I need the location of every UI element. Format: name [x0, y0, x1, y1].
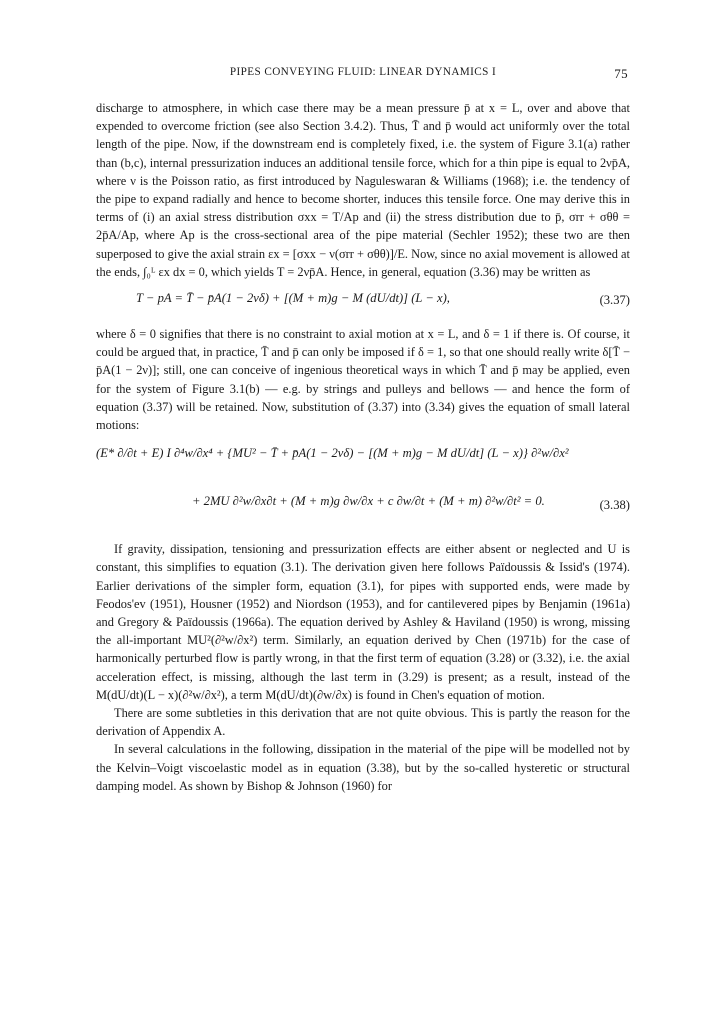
equation-3-38-number: (3.38) [599, 498, 630, 513]
equation-3-37 [96, 281, 630, 321]
running-header [96, 66, 630, 86]
paragraph-1: discharge to atmosphere, in which case there may be a mean pressure p̄ at x = L, over and above that expended to overcome friction (see also Section 3.4.2). Thus, T̄ and p̄ would act uniformly over the total length of the pipe. Now, if the downstream end is completely fixed, i.e. the system of Figure 3.1(a) rather than (b,c), internal pressurization induces an additional tensile force, which for a thin pipe is equal to 2νp̄A, where ν is the Poisson ratio, as first introduced by Naguleswaran & Williams (1968); i.e. the tendency of the pipe to expand radially and hence to become shorter, induces this tensile force. One may derive this in terms of (i) an axial stress distribution σxx = T/Ap and (ii) the stress distribution due to p̄, σrr + σθθ = 2p̄A/Ap, where Ap is the cross-sectional area of the pipe material (Sechler 1952); these two are then superposed to give the axial strain εx = [σxx − ν(σrr + σθθ)]/E. Now, since no axial movement is allowed at the ends, ∫₀ᴸ εx dx = 0, which yields T = 2νp̄A. Hence, in general, equation (3.36) may be written as [96, 101, 630, 279]
equation-3-38-line-2: + 2MU ∂²w/∂x∂t + (M + m)g ∂w/∂x + c ∂w/∂t + (M + m) ∂²w/∂t² = 0. [192, 494, 545, 509]
equation-3-38-line-1: (E* ∂/∂t + E) I ∂⁴w/∂x⁴ + {MU² − T̄ + p̄A(1 − 2νδ) − [(M + m)g − M dU/dt] (L − x)} ∂²w/∂x² [96, 446, 569, 461]
paragraph-3: If gravity, dissipation, tensioning and pressurization effects are either absent or neglected and U is constant, this simplifies to equation (3.1). The derivation given here follows Païdoussis & Issid's (1974). Earlier derivations of the simpler form, equation (3.1), for pipes with supported ends, were made by Feodos'ev (1951), Housner (1952) and Niordson (1953), and for cantilevered pipes by Benjamin (1961a) and Gregory & Païdoussis (1966a). The equation derived by Ashley & Haviland (1950) is wrong, missing the all-important MU²(∂²w/∂x²) term. Similarly, an equation derived by Chen (1971b) for the case of harmonically perturbed flow is partly wrong, in that the first term of equation (3.28) or (3.32), i.e. the axial acceleration effect, is missing, although the last term in (3.29) is present; as a result, instead of the M(dU/dt)(L − x)(∂²w/∂x²), a term M(dU/dt)(∂w/∂x) is found in Chen's equation of motion. [96, 542, 630, 702]
equation-3-37-number: (3.37) [599, 293, 630, 308]
equation-3-38 [96, 442, 630, 528]
paragraph-4: There are some subtleties in this derivation that are not quite obvious. This is partly the reason for the derivation of Appendix A. [96, 706, 630, 739]
running-title: PIPES CONVEYING FLUID: LINEAR DYNAMICS I [229, 66, 497, 78]
paragraph-5: In several calculations in the following, dissipation in the material of the pipe will be modelled not by the Kelvin–Voigt viscoelastic model as in equation (3.38), but by the so-called hysteretic or structural damping model. As shown by Bishop & Johnson (1960) for [96, 742, 630, 793]
equation-3-37-expression: T − pA = T̄ − p̄A(1 − 2νδ) + [(M + m)g − M (dU/dt)] (L − x), [136, 291, 450, 306]
page [96, 66, 630, 795]
paragraph-2: where δ = 0 signifies that there is no constraint to axial motion at x = L, and δ = 1 if there is. Of course, it could be argued that, in practice, T̄ and p̄ can only be imposed if δ = 1, so that one should really write δ[T̄ − p̄A(1 − 2ν)]; still, one can conceive of ingenious theoretical ways in which T̄ and p̄ may be applied, even for the system of Figure 3.1(b) — e.g. by strings and pulleys and bellows — and hence the form of equation (3.37) will be retained. Now, substitution of (3.37) into (3.34) gives the equation of small lateral motions: [96, 327, 630, 433]
page-number: 75 [614, 66, 628, 81]
